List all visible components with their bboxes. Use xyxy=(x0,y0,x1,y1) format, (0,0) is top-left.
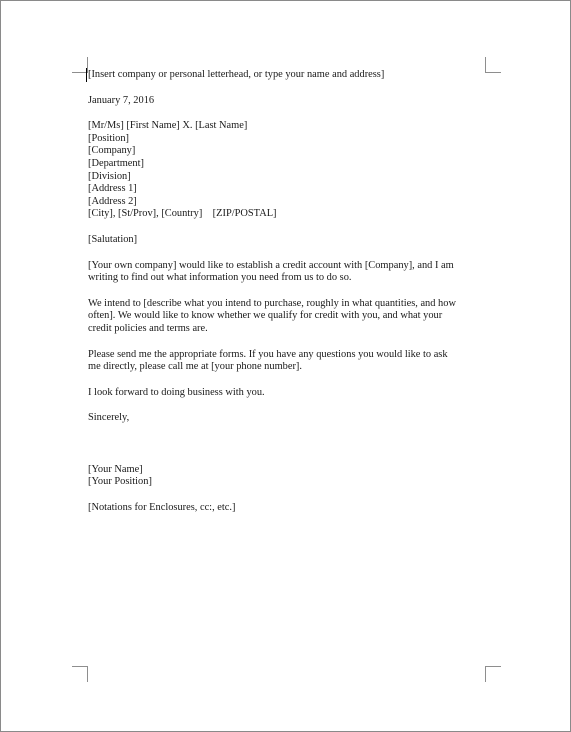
recipient-address-1: [Address 1] xyxy=(88,183,137,195)
notations: [Notations for Enclosures, cc:, etc.] xyxy=(88,502,236,514)
closing: Sincerely, xyxy=(88,412,130,424)
recipient-block xyxy=(88,120,488,221)
paragraph-1-line-2: writing to find out what information you need from us to do so. xyxy=(88,272,352,284)
margin-corner-bottom-left xyxy=(72,666,88,682)
paragraph-1 xyxy=(88,260,488,285)
recipient-address-2: [Address 2] xyxy=(88,195,137,207)
signature-name: [Your Name] xyxy=(88,463,143,475)
salutation: [Salutation] xyxy=(88,233,138,245)
letter-date: January 7, 2016 xyxy=(88,94,155,106)
recipient-division: [Division] xyxy=(88,170,131,182)
paragraph-3-line-2: me directly, please call me at [your phone number]. xyxy=(88,361,302,373)
text-cursor xyxy=(86,68,87,82)
paragraph-3 xyxy=(88,349,488,374)
signature-position: [Your Position] xyxy=(88,476,152,488)
paragraph-2 xyxy=(88,298,488,336)
margin-corner-bottom-right xyxy=(485,666,501,682)
paragraph-4: I look forward to doing business with you. xyxy=(88,386,265,398)
recipient-position: [Position] xyxy=(88,132,129,144)
paragraph-2-line-1: We intend to [describe what you intend to purchase, roughly in what quantities, and how xyxy=(88,297,456,309)
signature-block xyxy=(88,464,488,489)
letterhead: [Insert company or personal letterhead, or type your name and address] xyxy=(88,69,385,80)
paragraph-1-line-1: [Your own company] would like to establish a credit account with [Company], and I am xyxy=(88,259,454,271)
recipient-city-line: [City], [St/Prov], [Country] [ZIP/POSTAL] xyxy=(88,208,277,220)
letter-body[interactable] xyxy=(88,69,488,515)
paragraph-2-line-2: often]. We would like to know whether we qualify for credit with you, and what your xyxy=(88,310,443,322)
recipient-department: [Department] xyxy=(88,157,144,169)
recipient-company: [Company] xyxy=(88,145,136,157)
paragraph-2-line-3: credit policies and terms are. xyxy=(88,322,208,334)
paragraph-3-line-1: Please send me the appropriate forms. If you have any questions you would like to ask xyxy=(88,348,448,360)
recipient-name: [Mr/Ms] [First Name] X. [Last Name] xyxy=(88,120,248,132)
